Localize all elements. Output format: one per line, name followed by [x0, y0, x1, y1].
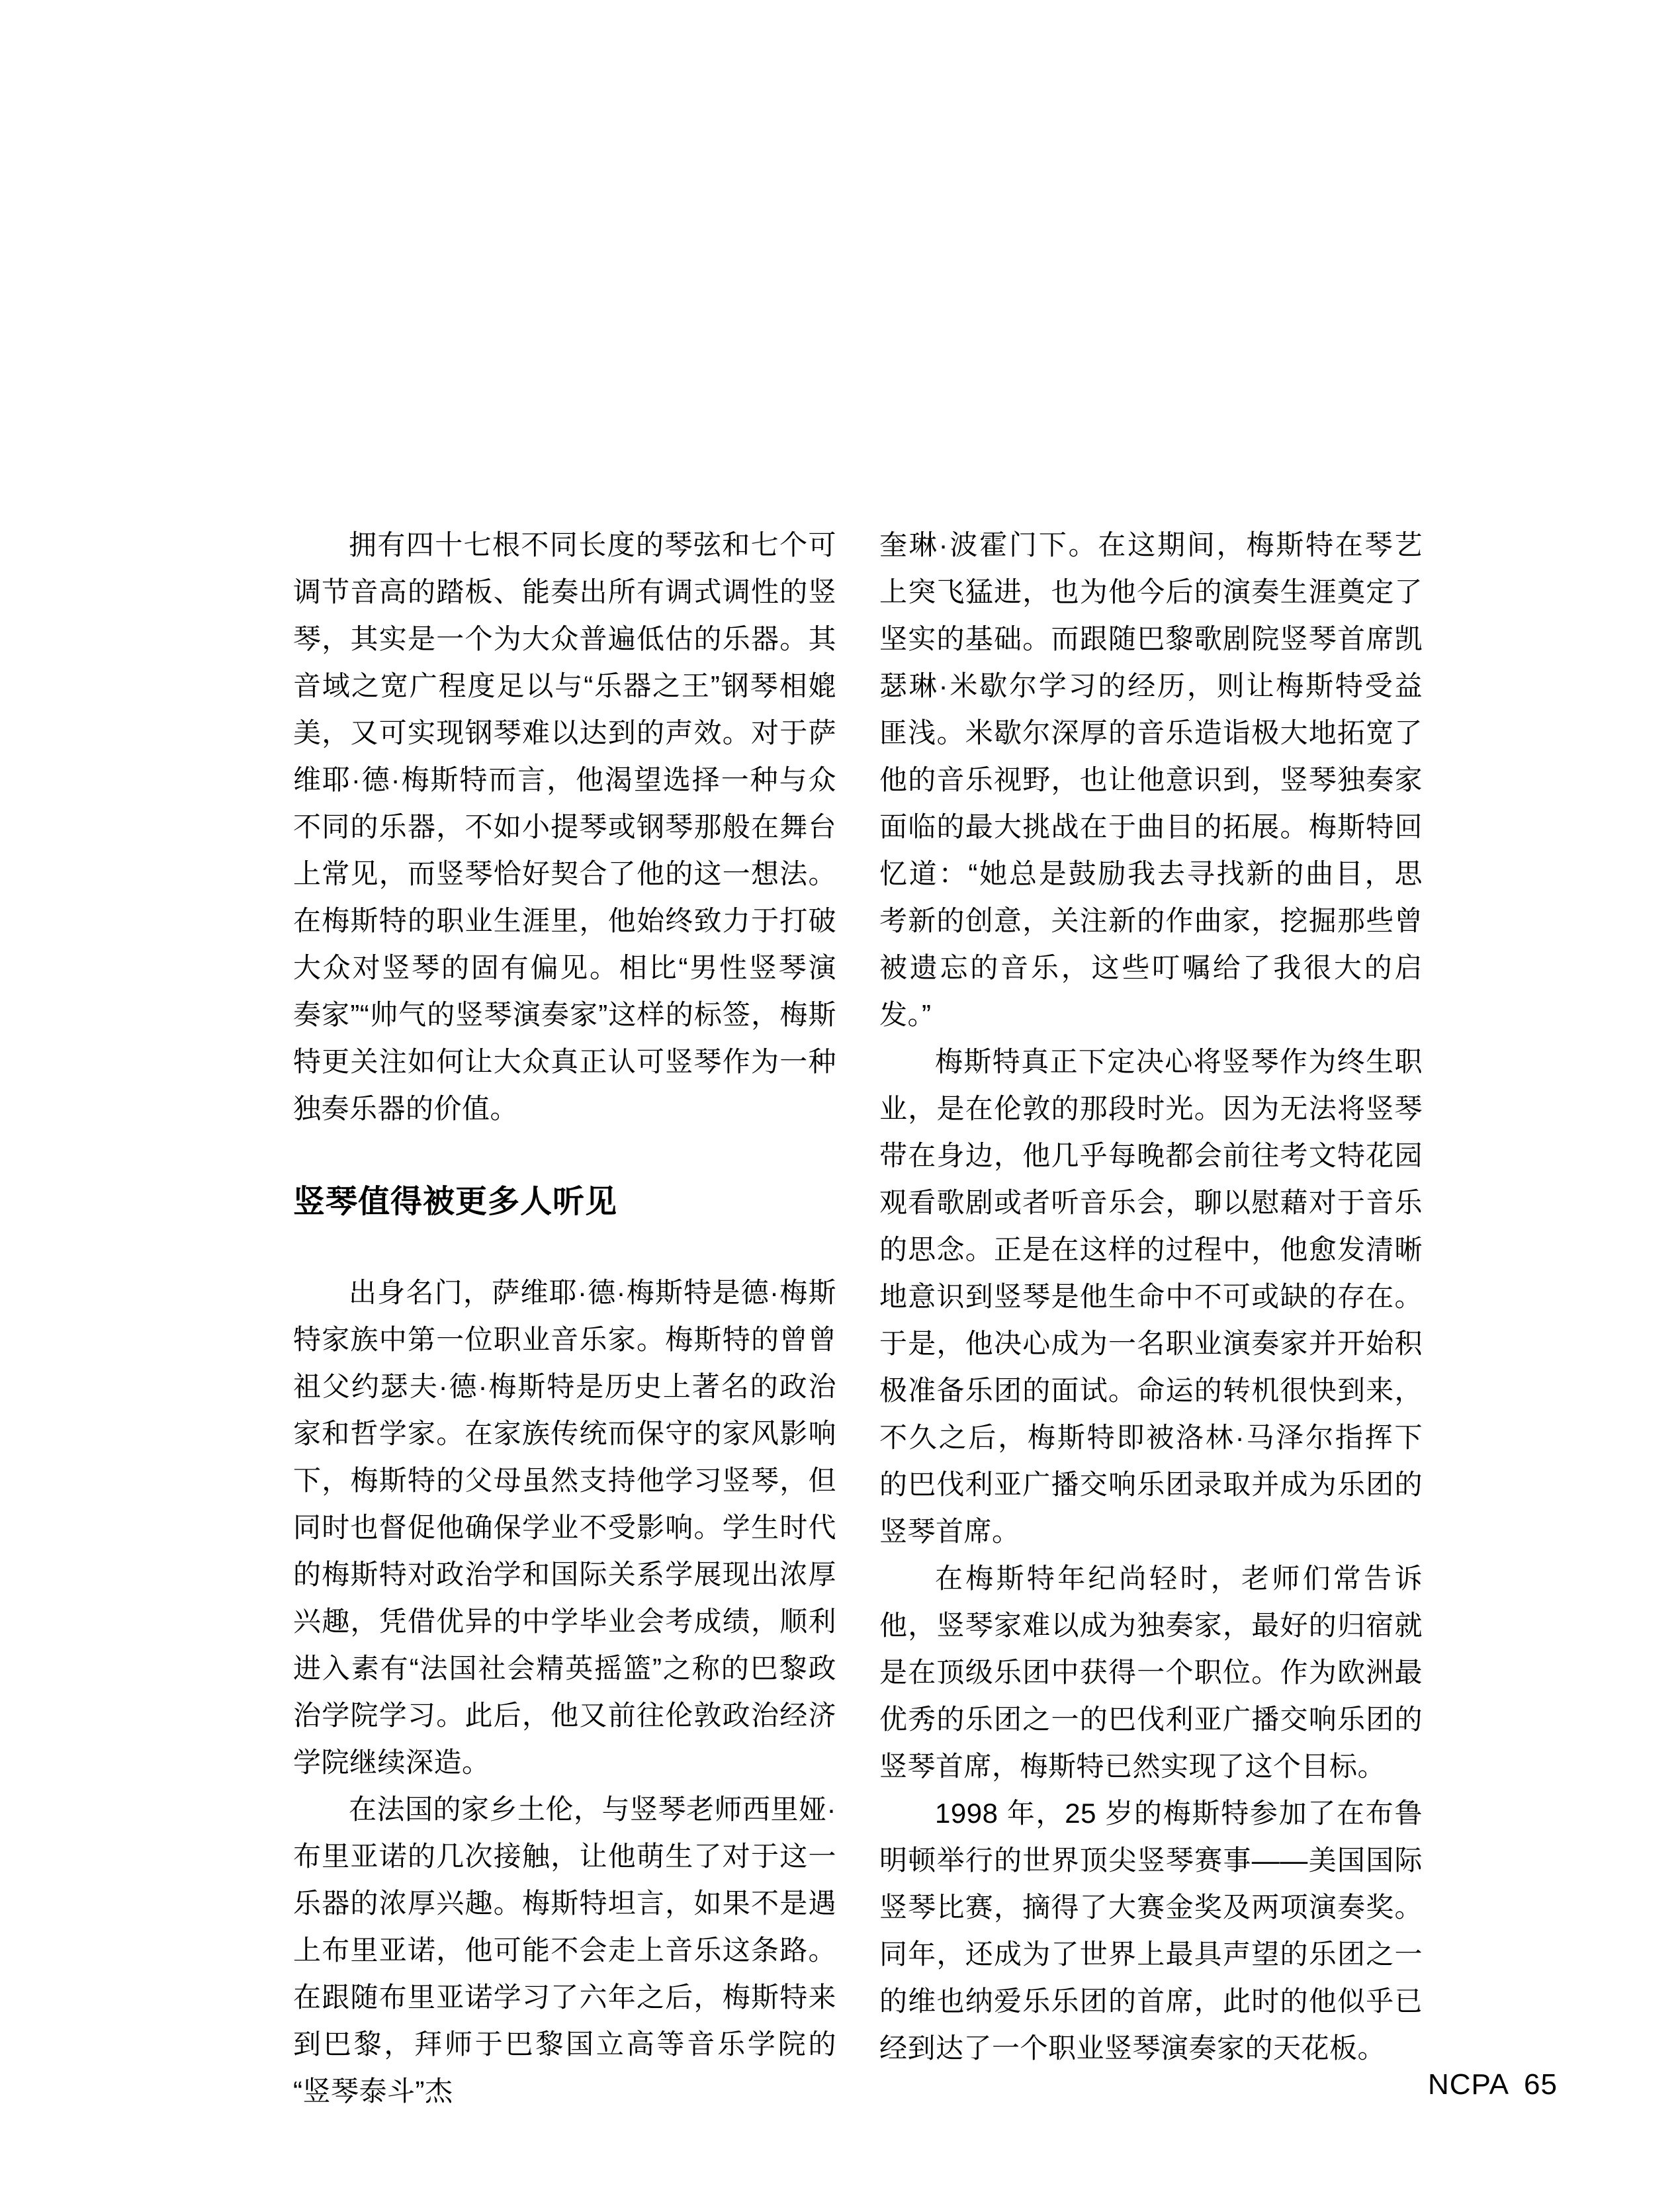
paragraph-paris-study-continued: 奎琳·波霍门下。在这期间，梅斯特在琴艺上突飞猛进，也为他今后的演奏生涯奠定了坚实的基础。而跟随巴黎歌剧院竖琴首席凯瑟琳·米歇尔学习的经历，则让梅斯特受益匪浅。米歇尔深厚的音乐造诣极大地拓宽了他的音乐视野，也让他意识到，竖琴独奏家面临的最大挑战在于曲目的拓展。梅斯特回忆道：“她总是鼓励我去寻找新的曲目，思考新的创意，关注新的作曲家，挖掘那些曾被遗忘的音乐，这些叮嘱给了我很大的启发。”	[879, 529, 1423, 1030]
page-number: 65	[1523, 2068, 1558, 2101]
paragraph-1998-competition: 1998 年，25 岁的梅斯特参加了在布鲁明顿举行的世界顶尖竖琴赛事——美国国际竖琴比赛，摘得了大赛金奖及两项演奏奖。同年，还成为了世界上最具声望的乐团之一的维也纳爱乐乐团的首席，此时的他似乎已经到达了一个职业竖琴演奏家的天花板。	[879, 1798, 1423, 2064]
section-heading: 竖琴值得被更多人听见	[293, 1184, 618, 1219]
left-column	[293, 521, 836, 2115]
article-body	[293, 521, 1423, 2115]
right-column	[879, 521, 1423, 2115]
paragraph-harp-intro: 拥有四十七根不同长度的琴弦和七个可调节音高的踏板、能奏出所有调式调性的竖琴，其实是一个为大众普遍低估的乐器。其音域之宽广程度足以与“乐器之王”钢琴相媲美，又可实现钢琴难以达到的声效。对于萨维耶·德·梅斯特而言，他渴望选择一种与众不同的乐器，不如小提琴或钢琴那般在舞台上常见，而竖琴恰好契合了他的这一想法。在梅斯特的职业生涯里，他始终致力于打破大众对竖琴的固有偏见。相比“男性竖琴演奏家”“帅气的竖琴演奏家”这样的标签，梅斯特更关注如何让大众真正认可竖琴作为一种独奏乐器的价值。	[293, 529, 836, 1124]
paragraph-family-background: 出身名门，萨维耶·德·梅斯特是德·梅斯特家族中第一位职业音乐家。梅斯特的曾曾祖父约瑟夫·德·梅斯特是历史上著名的政治家和哲学家。在家族传统而保守的家风影响下，梅斯特的父母虽然支持他学习竖琴，但同时也督促他确保学业不受影响。学生时代的梅斯特对政治学和国际关系学展现出浓厚兴趣，凭借优异的中学毕业会考成绩，顺利进入素有“法国社会精英摇篮”之称的巴黎政治学院学习。此后，他又前往伦敦政治经济学院继续深造。	[293, 1277, 836, 1778]
paragraph-toulon-teacher: 在法国的家乡土伦，与竖琴老师西里娅·布里亚诺的几次接触，让他萌生了对于这一乐器的浓厚兴趣。梅斯特坦言，如果不是遇上布里亚诺，他可能不会走上音乐这条路。在跟随布里亚诺学习了六年之后，梅斯特来到巴黎，拜师于巴黎国立高等音乐学院的“竖琴泰斗”杰	[293, 1794, 836, 2107]
journal-abbreviation: NCPA	[1428, 2068, 1509, 2101]
paragraph-orchestra-goal: 在梅斯特年纪尚轻时，老师们常告诉他，竖琴家难以成为独奏家，最好的归宿就是在顶级乐团中获得一个职位。作为欧洲最优秀的乐团之一的巴伐利亚广播交响乐团的竖琴首席，梅斯特已然实现了这个目标。	[879, 1563, 1423, 1782]
page-footer	[1428, 2070, 1558, 2100]
paragraph-london-decision: 梅斯特真正下定决心将竖琴作为终生职业，是在伦敦的那段时光。因为无法将竖琴带在身边，他几乎每晚都会前往考文特花园观看歌剧或者听音乐会，聊以慰藉对于音乐的思念。正是在这样的过程中，他愈发清晰地意识到竖琴是他生命中不可或缺的存在。于是，他决心成为一名职业演奏家并开始积极准备乐团的面试。命运的转机很快到来，不久之后，梅斯特即被洛林·马泽尔指挥下的巴伐利亚广播交响乐团录取并成为乐团的竖琴首席。	[879, 1046, 1423, 1547]
